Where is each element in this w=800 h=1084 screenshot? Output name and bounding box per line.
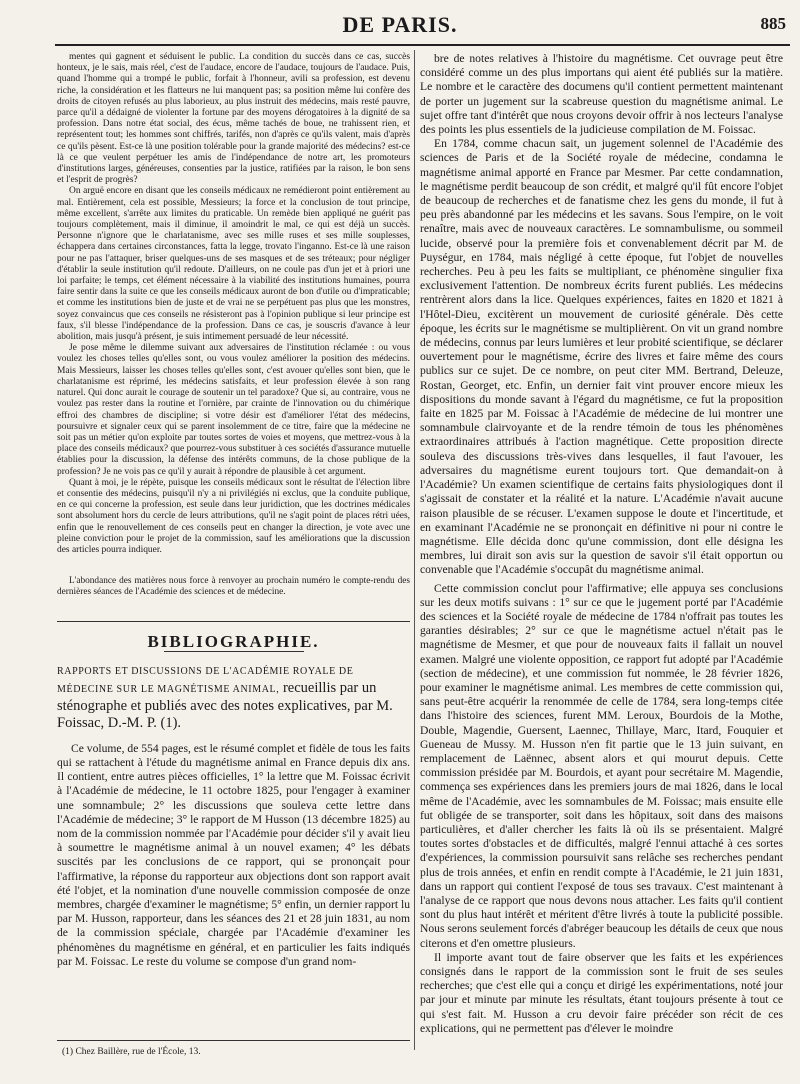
title-underline [164,651,304,652]
right-column [420,52,783,1036]
review-body [57,742,410,969]
left-paragraph-3: Je pose même le dilemme suivant aux adversaires de l'institution réclamée : ou vous voulez les choses telles qu'elles sont, ou vous voulez améliorer la position des médecins. Mais Messieurs, laisser les choses telles qu'elles sont, c'est avouer qu'elles sont bien, que le charlatanisme est réprimé, les médecins satisfaits, et leur profession élevée à son rang naturel. Qui donc aurait le courage de soutenir un tel paradoxe? Que si, au contraire, vous ne voulez pas rester dans la routine et l'ornière, par crainte de l'innovation ou du chimérique effroi des chambres de discipline; si votre désir est d'améliorer l'état des médecins, poursuivre et signaler ceux qui se parent insolemment de ce titre, faire que la médecine ne soit pas un métier qu'on exploite par toutes sortes de voies et moyens, que mettrez-vous à la place des conseils médicaux? que pourrez-vous substituer à ces sociétés d'assurance mutuelle établies pour la discussion, la défense des intérêts communs, de la chose publique de la profession? Je ne vois pas ce qu'il y aurait à répondre de plausible à cet argument. [57,343,410,477]
left-paragraph-2: On arguë encore en disant que les conseils médicaux ne remédieront point entièrement au mal. Entièrement, cela est possible, Messieurs; la force et la conclusion de tout principe, même excellent, s'arrête aux limites du praticable. Un remède bien appliqué ne guérit pas toujours complètement, mais il diminue, il amoindrit le mal, ce qui est déjà un succès. Personne n'ignore que le charlatanisme, avec ses mille ruses et ses mille souplesses, échappera dans certaines circonstances, fatta la legge, trovato l'inganno. Est-ce là une raison pour ne pas l'attaquer, briser quelques-uns de ses masques et de ses tréteaux; pour négliger d'établir la seule institution qu'il redoute. D'ailleurs, on ne coule pas d'un jet et à priori une loi parfaite; le temps, cet élément nécessaire à la viabilité des institutions humaines, pourra faire sentir dans la suite ce que les conseils médicaux auront de bon d'utile ou d'impraticable; et comme les institutions bien de juste et de vrai ne se perpétuent pas plus que les monstres, soyez convaincus que ces conseils ne résisteront pas à l'opinion publique si leur principe est faux, s'il blesse l'indépendance de la profession. Dans ce cas, je souscris d'avance à leur abolition, mais jusqu'à présent, je suis intimement persuadé de leur nécessité. [57,186,410,343]
page-number: 885 [760,14,786,33]
review-paragraph-1: Ce volume, de 554 pages, est le résumé complet et fidèle de tous les faits qui se rattachent à l'étude du magnétisme animal en France depuis dix ans. Il contient, entre autres pièces officielles, 1° la lettre que M. Foissac écrivit à l'Académie de médecine, le 11 octobre 1825, pour l'engager à examiner une somnambule; 2° les discussions que souleva cette lettre dans l'Académie de médecine; 3° le rapport de M Husson (13 décembre 1825) au nom de la commission nommée par l'Académie pour décider s'il y avait lieu à soumettre le magnétisme animal à un nouvel examen; 4° les débats suscités par les conclusions de ce rapport, qui se prononçait pour l'affirmative, la réponse du rapporteur aux objections dont son rapport avait été l'objet, et la nomination d'une nouvelle commission composée de onze membres, chargée d'examiner le magnétisme; 5° enfin, un dernier rapport lu par M. Husson, rapporteur, dans les séances des 21 et 28 juin 1831, au nom de la commission spéciale, chargée par l'Académie d'examiner les phénomènes du magnétisme en général, et en particulier les faits indiqués par M. Foissac. Le reste du volume se compose d'un grand nom- [57,741,410,968]
left-column [57,52,410,969]
section-rule [57,621,410,622]
running-title: DE PARIS. [342,12,458,37]
running-head [0,12,800,44]
right-paragraph-2: En 1784, comme chacun sait, un jugement solennel de l'Académie des sciences de Paris et de la Société royale de médecine, condamna le magnétisme animal apporté en France par Mesmer. Par cette condamnation, le magnétisme perdit beaucoup de son crédit, et malgré qu'il fût encore l'objet de beaucoup de recherches et de fanatisme chez les gens du monde, il fut à peu près abandonné par les médecins et les savans. Sous l'empire, on le voit renaître, mais avec de nouveaux caractères. Le somnambulisme, ou sommeil lucide, observé pour la première fois et convenablement décrit par M. de Puységur, en 1784, mais négligé à cette époque, fut l'objet de nouvelles recherches. Peu à peu les faits se multipliant, ce phénomène singulier fixa exclusivement l'attention. De nombreux écrits furent publiés. Les médecins rentrèrent alors dans la lice. Quelques expériences, faites en 1820 et 1821 à l'Hôtel-Dieu, excitèrent un mouvement de curiosité générale. Dès cette époque, les écrits sur le magnétisme se multiplièrent. On vit un grand nombre de médecins, connus par leurs lumières et leur probité scientifique, se déclarer ouvertement pour le magnétisme, écrire des livres et faire même des cours publics sur ce sujet. De ce nombre, on peut citer MM. Bertrand, Deleuze, Rostan, Georget, etc. Enfin, un dernier fait vint prouver encore mieux les dispositions du monde savant à l'égard du magnétisme, ce fut la proposition faite en 1825 par M. Foissac à l'Académie de médecine de lui montrer une somnambule clairvoyante et de la rendre témoin de tous les phénomènes extraordinaires attribués à l'action magnétique. Cette proposition directe souleva des discussions très-vives dans lesquelles, il faut l'avouer, les adversaires du magnétisme eurent toujours tort. Que demandait-on à l'Académie? Un examen scientifique de certains faits physiologiques dont il s'agissait de constater et la réalité et la nature. L'Académie n'avait aucune raison plausible de se récuser. L'examen suppose le doute et l'incertitude, et en examinant l'Académie ne se prononçait en définitive ni pour ni contre le magnétisme. Elle décida donc qu'une commission, dont elle désigna les membres, lui dirait son avis sur la question de savoir s'il était opportun ou convenable que l'Académie s'occupât du magnétisme animal. [420,137,783,577]
book-title [57,662,410,732]
header-rule [55,44,790,46]
column-divider [414,50,415,1050]
book-title-rest: recueillis par un sténographe et publiés avec des notes explicatives, par M. Foissac, D.-M. P. (1). [57,679,393,731]
left-paragraph-4: Quant à moi, je le répète, puisque les conseils médicaux sont le résultat de l'élection libre et consentie des médecins, puisqu'il n'y a ni privilégiés ni exclus, que la conduite publique, en ce qui concerne la profession, est seule dans leur juridiction, que les doctrines médicales sont absolument hors du cercle de leurs attributions, qu'il ne s'agit point de places rétri uées, enfin que le renouvellement de ces conseils peut en changer la direction, je vote avec une pleine conviction pour le projet de la commission, sauf les améliorations que la discussion des articles pourra indiquer. [57,477,410,555]
right-paragraph-1: bre de notes relatives à l'histoire du magnétisme. Cet ouvrage peut être considéré comme un des plus importans qui aient été publiés sur la matière. Le nombre et le caractère des documens qu'il contient permettent maintenant de porter un jugement sur la scabreuse question du magnétisme animal. Le sujet offre tant d'intérêt que nous croyons devoir offrir à nos lecteurs l'analyse des points les plus essentiels de la judicieuse compilation de M. Foissac. [420,52,783,137]
book-title-smallcaps: RAPPORTS ET DISCUSSIONS DE L'ACADÉMIE ROYALE DE MÉDECINE SUR LE MAGNÉTISME ANIMAL, [57,665,354,695]
right-paragraph-3: Cette commission conclut pour l'affirmative; elle appuya ses conclusions sur les deux motifs suivans : 1° sur ce que le jugement porté par l'Académie des sciences et la Société royale de médecine de 1784 n'offrait pas toutes les garanties désirables; 2° sur ce que le magnétisme actuel n'était pas le magnétisme de Mesmer, et que pour de nouveaux faits il fallait un nouvel examen. Malgré une violente opposition, ce rapport fut adopté par l'Académie (section de médecine), et une commission fut nommée, le 28 février 1826, pour examiner le magnétisme animal. Les membres de cette commission qui, sans peut-être acquérir la renommée de celle de 1784, sera long-temps citée dans l'histoire des sciences, furent MM. Leroux, Bourdois de la Mothe, Double, Magendie, Guersent, Laennec, Thillaye, Marc, Itard, Fouquier et Gueneau de Mussy. M. Husson n'en fit partie que le 13 juin suivant, en remplacement de Laënnec, absent alors et qui mourut depuis. Cette commission présidée par M. Bourdois, et ayant pour secrétaire M. Magendie, commença ses expériences dans les premiers jours de mai 1826, dans le local même de l'Académie, avec les somnambules de M. Foissac; mais ensuite elle fut obligée de se transporter, soit dans les hôpitaux, soit dans des maisons particulières, et d'aller chercher les faits là où ils se présentaient. Malgré toutes sortes d'obstacles et de difficultés, malgré l'ennui attaché à ces sortes d'expériences, la commission poursuivit sans relâche ses recherches pendant plus de trois années, et enfin en rendit compte à l'Académie, le 21 juin 1831, dans un rapport qui contient l'exposé de tous ses travaux. C'est maintenant à l'analyse de ce rapport que nous devons nous attacher. Les faits qu'il contient sont du plus haut intérêt et méritent d'être livrés à toute la publicité possible. Nous serons seulement forcés d'abréger beaucoup les détails de ceux que nous citerons et d'en omettre plusieurs. [420,581,783,950]
left-paragraph-1: mentes qui gagnent et séduisent le public. La condition du succès dans ce cas, succès honteux, je le sais, mais réel, c'est de l'audace, encore de l'audace, toujours de l'audace. Puis, quand l'homme qui a trompé le public, forfait à l'honneur, avili sa profession, est devenu riche, la considération et les flatteurs ne lui manquent pas; sa position même lui confère des droits de citoyen refusés au plus laborieux, au plus instruit des médecins, mais resté pauvre, parce qu'il a dédaigné de violenter la fortune par des moyens dérogatoires à la dignité de sa profession. Dans notre état social, des écus, même tachés de boue, ne trahissent rien, et représentent tout; les hommes sont chiffrés, tarifés, non d'après ce qu'ils valent, mais d'après ce qu'ils pèsent. Est-ce là une position tolérable pour la grande majorité des médecins? est-ce là ce que veulent perpétuer les amis de l'indépendance de notre art, les promoteurs d'institutions larges, généreuses, consenties par la justice, ratifiées par la raison, le bon sens et l'esprit de progrès? [57,52,410,186]
footnote: (1) Chez Baillère, rue de l'École, 13. [62,1047,201,1057]
right-paragraph-4: Il importe avant tout de faire observer que les faits et les expériences consignés dans le rapport de la commission sont le fruit de ses seules recherches; que c'est elle qui a conçu et dirigé les expérimentations, noté jour par jour et minute par minute les résultats, étant toujours présente à tout ce qui s'est fait. M. Husson a cru devoir faire précéder son récit de ces explications, qui ne permettent pas d'élever le moindre [420,950,783,1035]
footnote-rule [57,1040,410,1041]
section-title: BIBLIOGRAPHIE. [147,631,320,651]
editorial-notice: L'abondance des matières nous force à renvoyer au prochain numéro le compte-rendu des dernières séances de l'Académie des sciences et de médecine. [57,576,410,598]
